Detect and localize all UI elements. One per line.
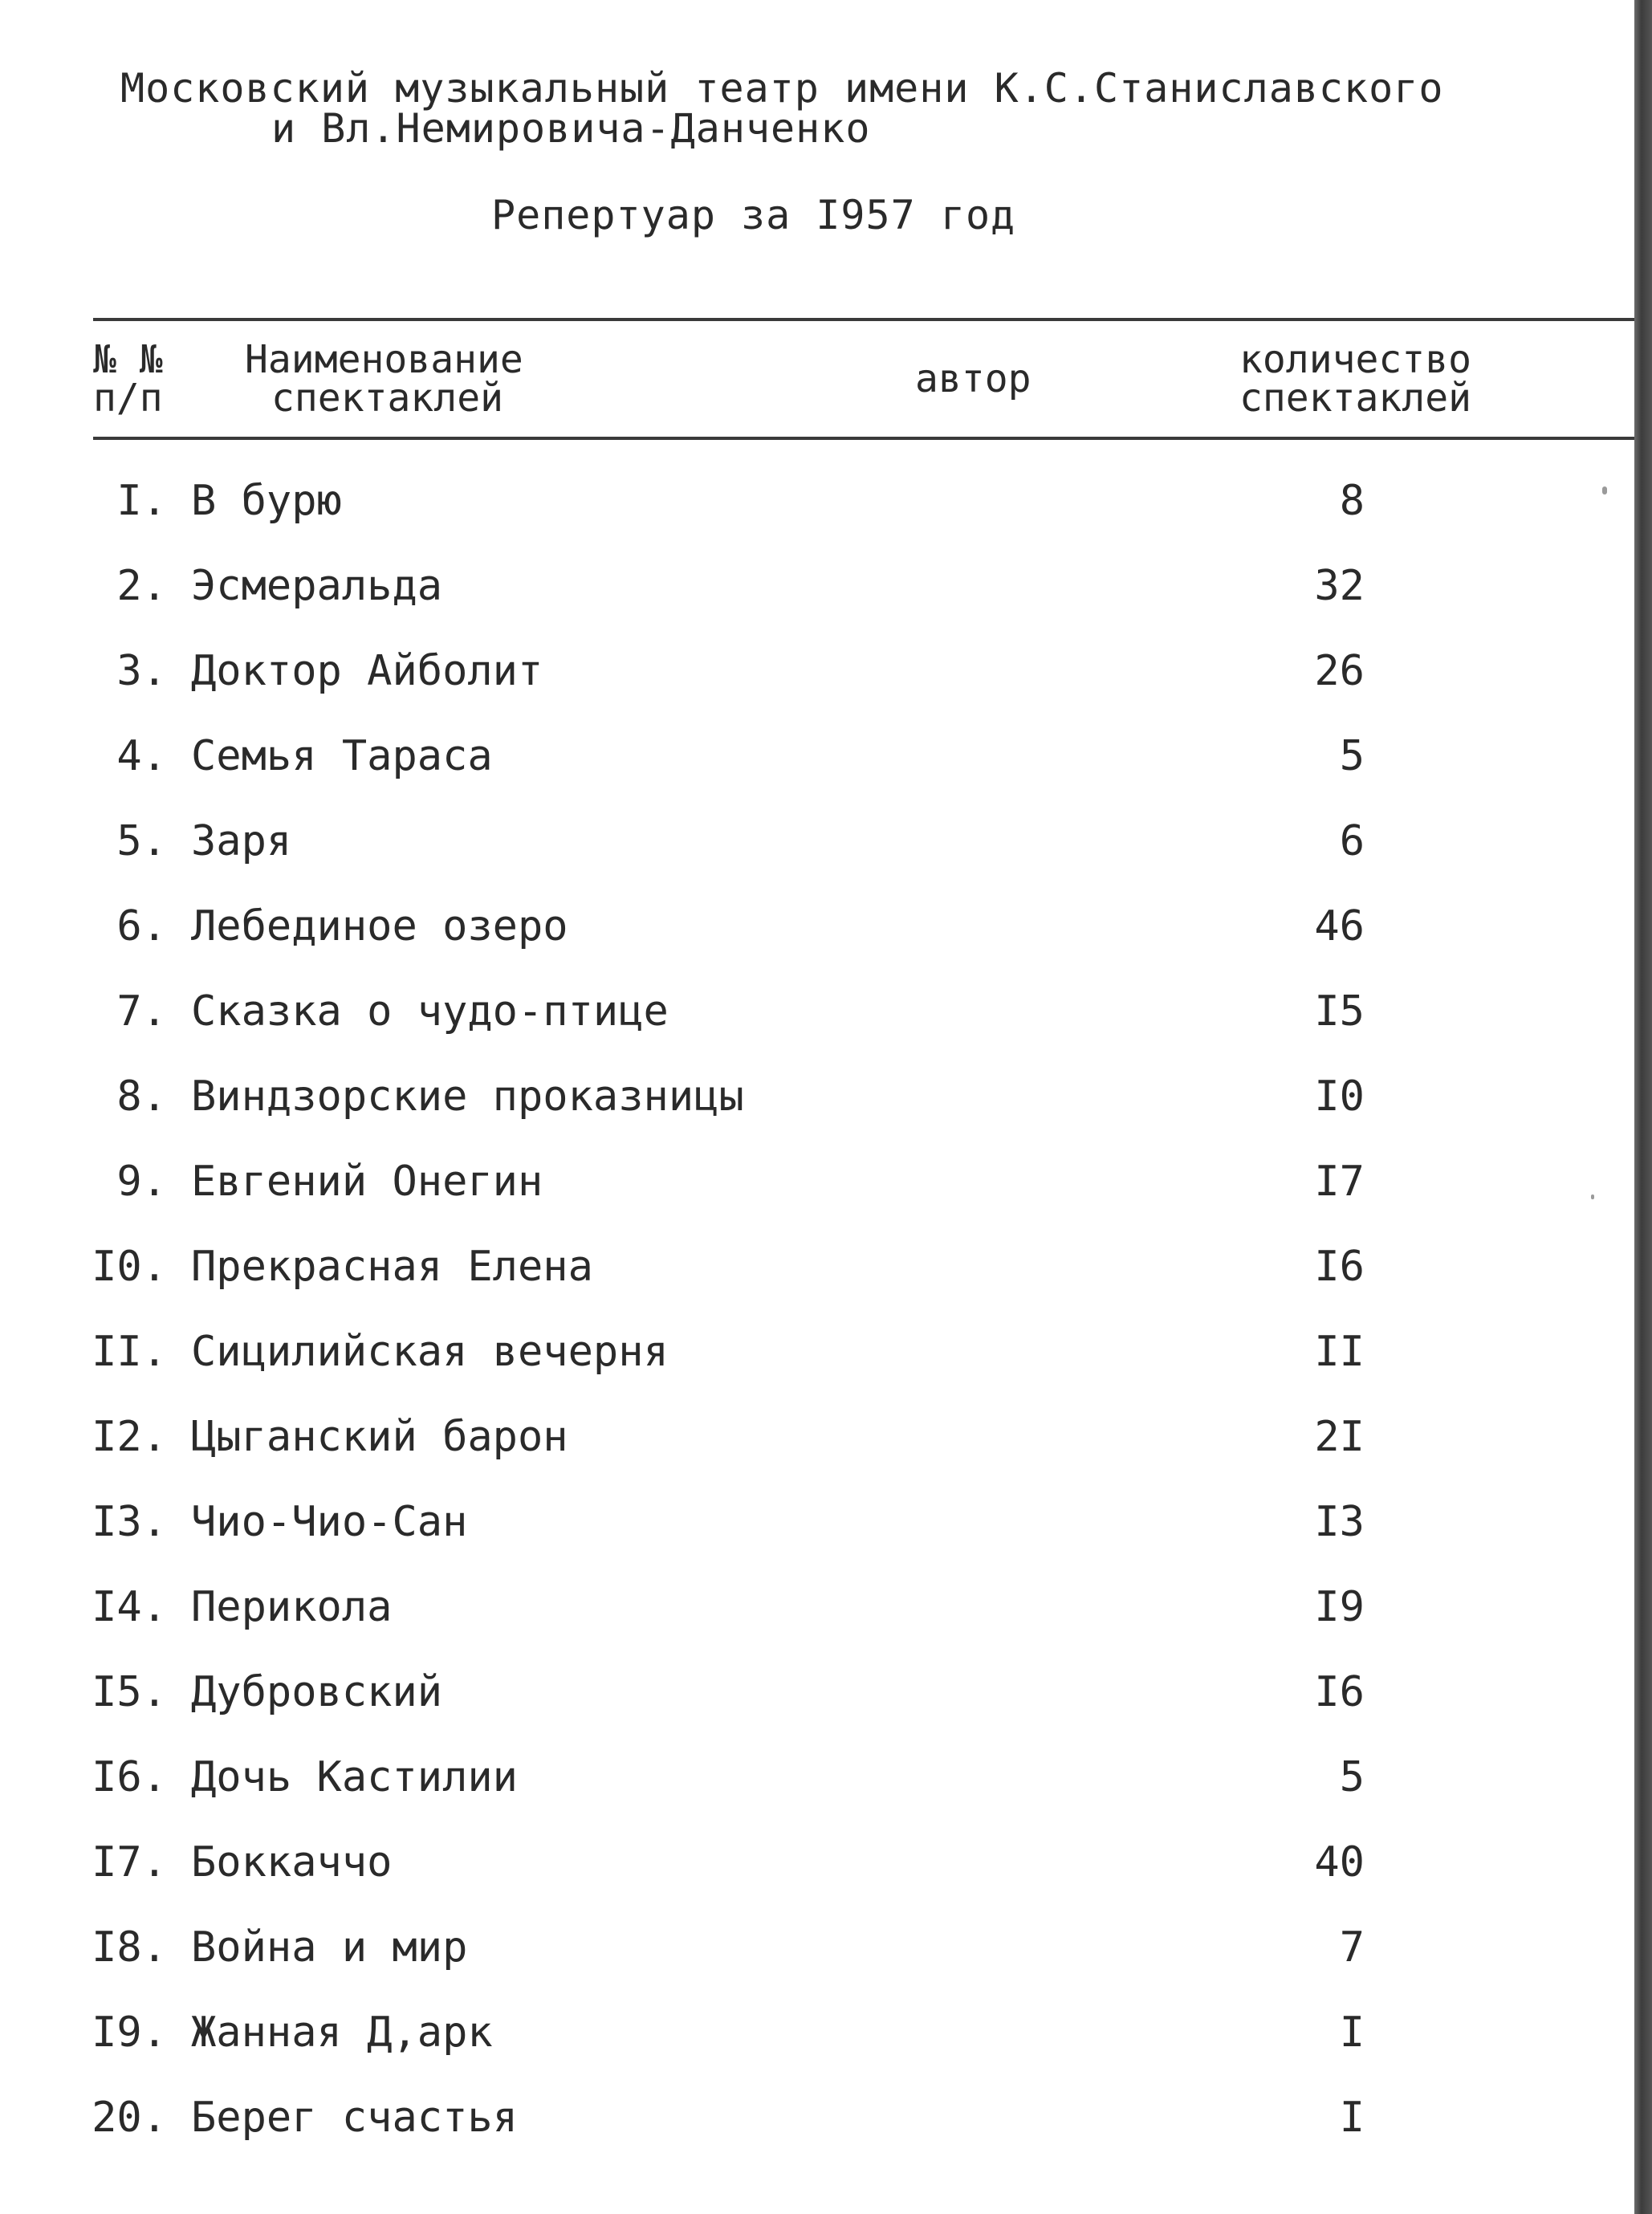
row-number: I8. [92,1923,167,1972]
performance-title: Чио-Чио-Сан [191,1498,468,1546]
performance-count: I6 [1314,1243,1365,1291]
performance-title: Эсмеральда [191,562,443,610]
performance-count: 46 [1314,902,1365,950]
performance-count: 8 [1339,477,1365,525]
column-header-number: № № [93,337,163,382]
performance-count: 32 [1314,562,1365,610]
table-row [0,562,1634,647]
table-top-rule [93,318,1634,321]
table-row [0,1243,1634,1328]
performance-title: Заря [191,817,292,865]
row-number: 8. [116,1072,167,1121]
table-row [0,477,1634,562]
table-row [0,1413,1634,1498]
performance-count: 5 [1339,1753,1365,1801]
performance-title: Доктор Айболит [191,647,543,695]
table-row [0,1158,1634,1243]
row-number: 7. [116,987,167,1036]
performance-count: I6 [1314,1668,1365,1716]
performance-count: 40 [1314,1838,1365,1886]
row-number: II. [92,1328,167,1376]
performance-count: I [1339,2008,1365,2057]
performance-count: 7 [1339,1923,1365,1972]
table-row [0,1328,1634,1413]
column-header-author: автор [915,356,1031,401]
table-row [0,1498,1634,1583]
performance-count: I7 [1314,1158,1365,1206]
repertoire-table-body [0,477,1634,2179]
performance-count: I0 [1314,1072,1365,1121]
performance-title: Берег счастья [191,2094,518,2142]
row-number: I5. [92,1668,167,1716]
performance-title: Боккаччо [191,1838,393,1886]
row-number: I6. [92,1753,167,1801]
row-number: I7. [92,1838,167,1886]
scan-speck [1602,486,1607,494]
performance-count: I3 [1314,1498,1365,1546]
theatre-name-line-1: Московский музыкальный театр имени К.С.Станиславского [120,65,1444,112]
row-number: 9. [116,1158,167,1206]
row-number: 3. [116,647,167,695]
performance-count: 5 [1339,732,1365,780]
table-row [0,1072,1634,1158]
column-header-count-sub: спектаклей [1239,376,1471,421]
row-number: 5. [116,817,167,865]
performance-count: I [1339,2094,1365,2142]
table-row [0,1583,1634,1668]
column-header-name-sub: спектаклей [271,376,503,421]
performance-title: Семья Тараса [191,732,493,780]
row-number: I. [116,477,167,525]
table-row [0,2008,1634,2094]
performance-count: 26 [1314,647,1365,695]
table-row [0,1923,1634,2008]
column-header-name: Наименование [245,337,523,382]
row-number: I2. [92,1413,167,1461]
row-number: I4. [92,1583,167,1631]
table-row [0,1753,1634,1838]
column-header-number-sub: п/п [93,376,163,421]
table-row [0,647,1634,732]
performance-title: Лебединое озеро [191,902,568,950]
column-header-count: количество [1239,337,1471,382]
performance-count: II [1314,1328,1365,1376]
performance-count: I9 [1314,1583,1365,1631]
row-number: I9. [92,2008,167,2057]
page-title: Репертуар за I957 год [491,192,1016,238]
performance-title: Война и мир [191,1923,468,1972]
performance-title: Дубровский [191,1668,443,1716]
performance-title: Виндзорские проказницы [191,1072,744,1121]
performance-title: Прекрасная Елена [191,1243,593,1291]
performance-count: I5 [1314,987,1365,1036]
performance-title: Евгений Онегин [191,1158,543,1206]
row-number: 20. [92,2094,167,2142]
performance-title: Цыганский барон [191,1413,568,1461]
table-header-rule [93,437,1634,440]
performance-count: 6 [1339,817,1365,865]
table-row [0,2094,1634,2179]
table-row [0,987,1634,1072]
table-row [0,902,1634,987]
table-row [0,817,1634,902]
row-number: 4. [116,732,167,780]
scan-speck [1591,1195,1594,1199]
performance-title: Сказка о чудо-птице [191,987,669,1036]
performance-title: В бурю [191,477,342,525]
theatre-name-line-2: и Вл.Немировича-Данченко [271,105,871,152]
row-number: I3. [92,1498,167,1546]
row-number: 6. [116,902,167,950]
performance-title: Перикола [191,1583,393,1631]
row-number: 2. [116,562,167,610]
scan-edge-border [1634,0,1652,2214]
performance-title: Дочь Кастилии [191,1753,518,1801]
table-row [0,1668,1634,1753]
row-number: I0. [92,1243,167,1291]
table-row [0,732,1634,817]
performance-title: Сицилийская вечерня [191,1328,669,1376]
performance-title: Жанная Д,арк [191,2008,493,2057]
performance-count: 2I [1314,1413,1365,1461]
table-row [0,1838,1634,1923]
